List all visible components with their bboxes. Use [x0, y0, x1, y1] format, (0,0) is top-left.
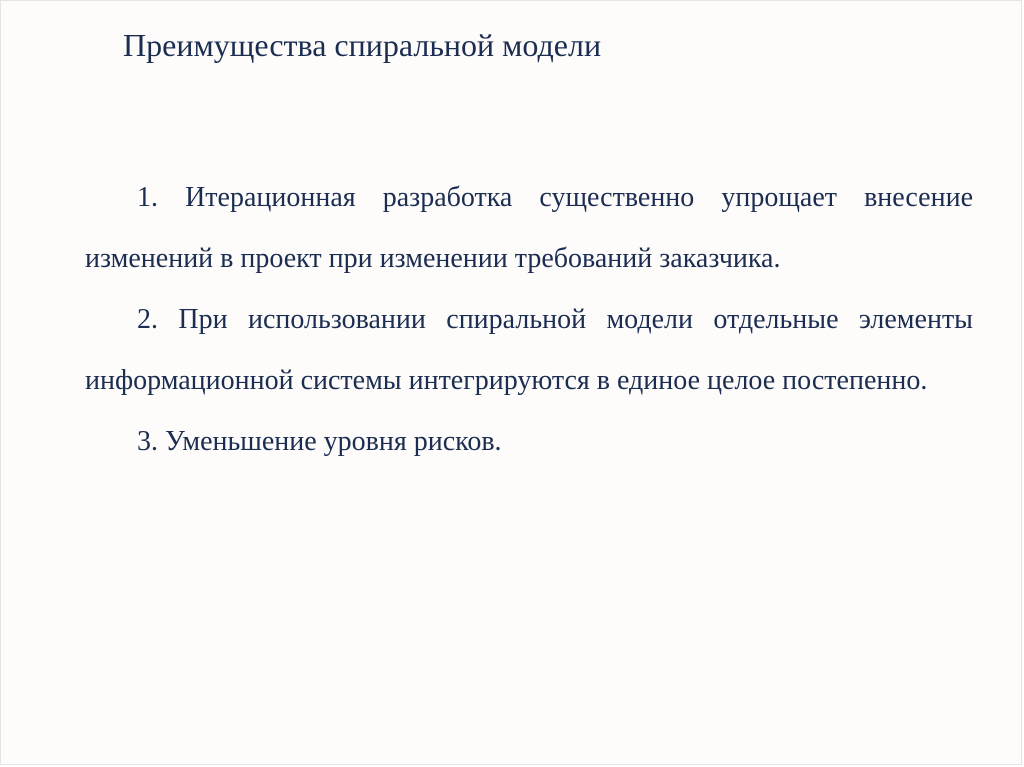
item-text: Уменьшение уровня рисков. [165, 426, 502, 457]
item-text: При использовании спиральной модели отдельные элементы информационной системы интегрируются в единое целое постепенно. [85, 304, 973, 396]
list-item-1 [85, 167, 973, 289]
slide-body [85, 167, 973, 472]
item-text: Итерационная разработка существенно упрощает внесение изменений в проект при изменении требований заказчика. [85, 182, 973, 274]
list-item-2 [85, 289, 973, 411]
item-number: 2. [137, 304, 158, 335]
item-number: 1. [137, 182, 158, 213]
list-item-3 [85, 411, 973, 472]
item-number: 3. [137, 426, 158, 457]
slide-title: Преимущества спиральной модели [123, 27, 602, 63]
